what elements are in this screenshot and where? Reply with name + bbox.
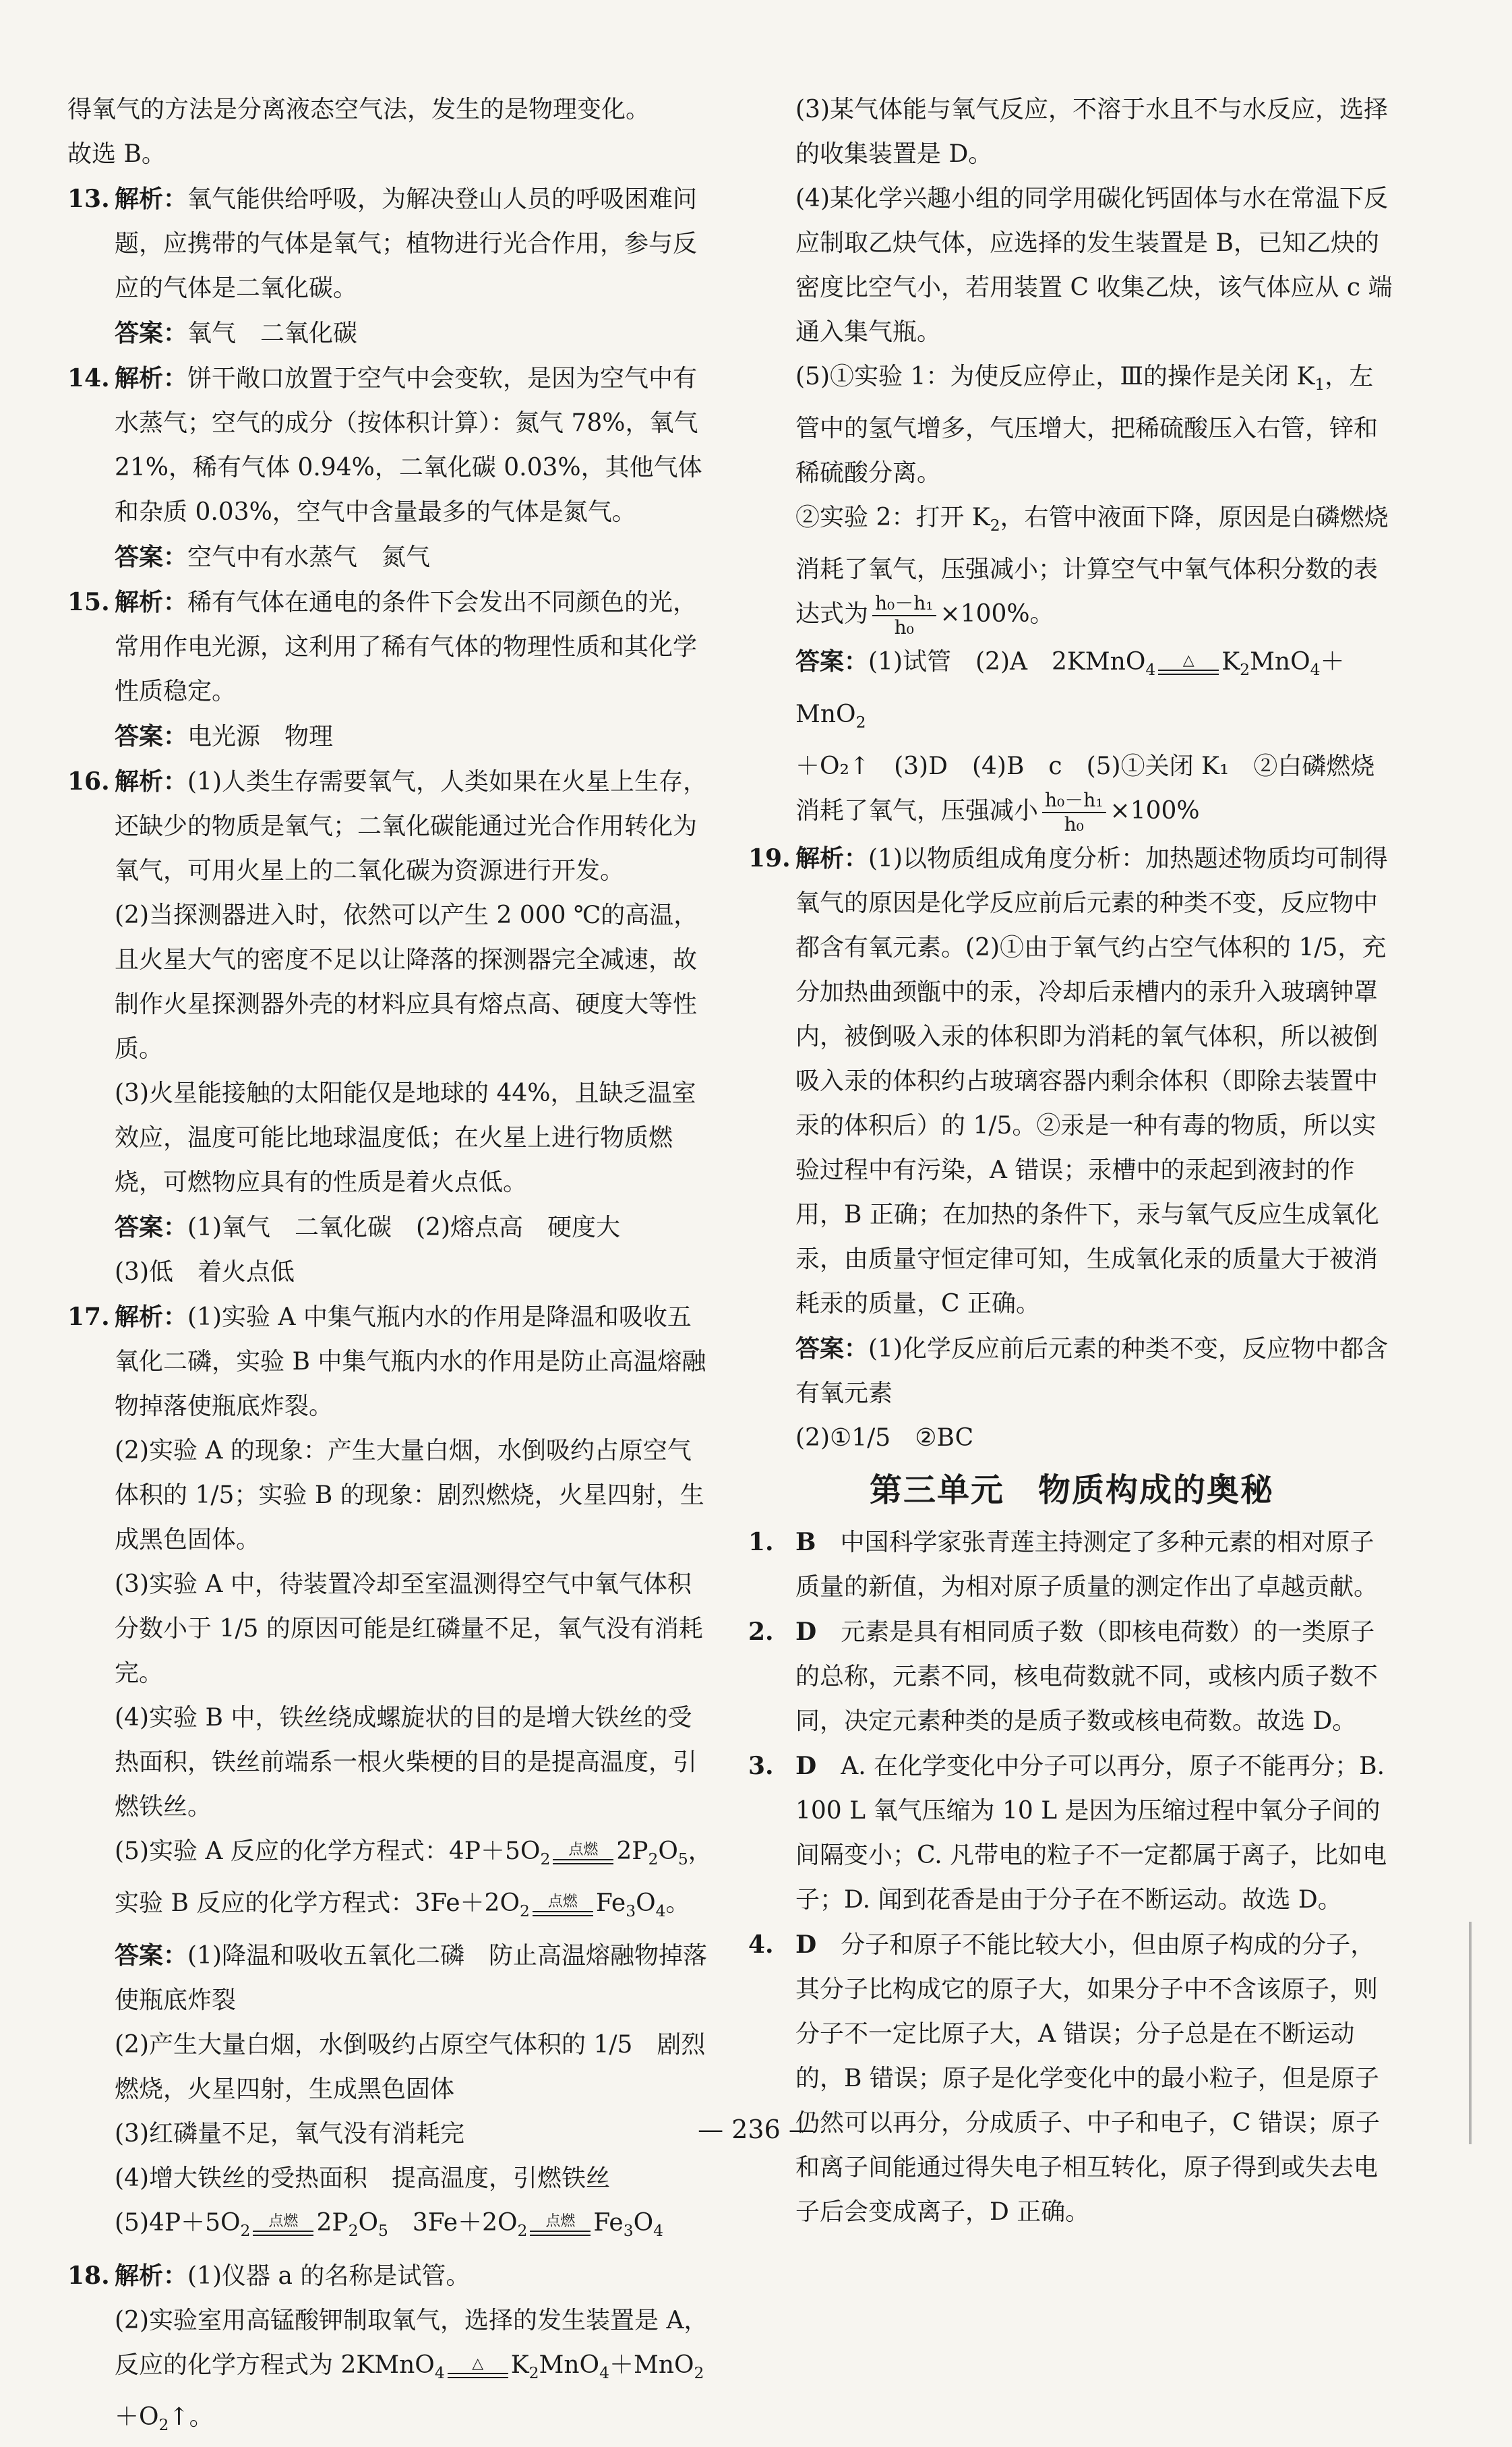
analysis-label: 解析： [115,1303,188,1331]
answer-text: (4)增大铁丝的受热面积 提高温度，引燃铁丝 [115,2164,610,2193]
answer-key: D [795,1930,817,1959]
question-13 [67,177,715,356]
answer-label: 答案： [115,722,188,750]
analysis-text: (5)①实验 1：为使反应停止，Ⅲ的操作是关闭 $K_1$，左管中的氢气增多，气压增大，把稀硫酸压入右管，锌和稀硫酸分离。 [795,363,1379,488]
answer-text: (3)红磷量不足，氧气没有消耗完 [115,2120,464,2148]
answer [115,535,715,580]
explanation-text: 中国科学家张青莲主持测定了多种元素的相对原子质量的新值，为相对原子质量的测定作出了卓越贡献。 [795,1528,1379,1601]
analysis-text: 稀有气体在通电的条件下会发出不同颜色的光，常用作电光源，这利用了稀有气体的物理性质和其化学性质稳定。 [115,589,698,705]
page-edge-shadow [1469,1922,1472,2144]
reaction-arrow: △ [448,2355,508,2378]
question-number: 1. [748,1527,774,1556]
analysis [795,836,1395,1326]
answer-label: 答案： [795,647,869,676]
answer-label: 答案： [115,543,188,571]
question-15 [67,580,715,759]
analysis [115,2253,715,2299]
question-number: 15. [67,588,110,616]
question-19 [748,836,1395,1461]
left-column [67,88,715,2447]
answer-key: B [795,1527,816,1556]
page-number: — 236 — [698,2115,814,2144]
reaction-arrow: 点燃 [530,2213,591,2236]
explanation-text: 分子和原子不能比较大小，但由原子构成的分子，其分子比构成它的原子大，如果分子中不含该原子，则分子不一定比原子大，A 错误；分子总是在不断运动的，B 错误；原子是化学变化中的最小粒子，但是原子仍然可以再分，分成质子、中子和电子，C 错误；原子和离子间能通过得失电子相互转化，原子得到或失去电子后会变成离子，D 正确。 [795,1930,1380,2226]
reaction-arrow: 点燃 [253,2213,313,2236]
answer [795,1326,1395,1416]
answer-text: (1)化学反应前后元素的种类不变，反应物中都含有氧元素 [795,1334,1389,1407]
question-14 [67,356,715,580]
unit-question-4 [748,1922,1395,2235]
answer [115,1205,715,1250]
answer-text: (2)产生大量白烟，水倒吸约占原空气体积的 1/5 剧烈燃烧，火星四射，生成黑色固体 [115,2031,706,2104]
analysis-text: (2)当探测器进入时，依然可以产生 2 000 ℃的高温，且火星大气的密度不足以让降落的探测器完全减速，故制作火星探测器外壳的材料应具有熔点高、硬度大等性质。 [115,902,698,1063]
question-number: 4. [748,1930,774,1959]
fraction: $\frac{\text{h₀－h₁}}{\text{h₀}}$ [1042,789,1106,836]
analysis [115,356,715,535]
analysis-label: 解析： [115,185,188,213]
question-number: 2. [748,1617,774,1646]
question-number: 14. [67,364,110,392]
equation-text: (5)实验 A 反应的化学方程式：$4P+5O_2$ 点燃 $2P_2O_5$，实验 B 反应的化学方程式：$3Fe+2O_2$ 点燃 $Fe_3O_4$。 [115,1837,713,1921]
question-number: 19. [748,844,791,873]
fraction: $\frac{\text{h₀－h₁}}{\text{h₀}}$ [872,592,936,639]
unit-question-2 [748,1610,1395,1744]
analysis-text: (1)实验 A 中集气瓶内水的作用是降温和吸收五氧化二磷，实验 B 中集气瓶内水的作用是防止高温熔融物掉落使瓶底炸裂。 [115,1303,706,1420]
answer-equation: $(5)4P+5O_2$ 点燃 $2P_2O_5$ $3Fe+2O_2$ 点燃 $Fe_3O_4$ [115,2209,664,2241]
question-18 [67,2253,715,2447]
paragraph: 故选 B。 [67,140,166,168]
analysis-label: 解析： [115,364,188,392]
answer-text: (2)①1/5 ②BC [795,1423,974,1452]
analysis-text: (3)实验 A 中，待装置冷却至室温测得空气中氧气体积分数小于 1/5 的原因可能是红磷量不足，氧气没有消耗完。 [115,1570,703,1687]
answer [115,1933,715,2023]
analysis-label: 解析： [115,2261,188,2290]
question-17 [67,1295,715,2253]
analysis-text: (1)仪器 a 的名称是试管。 [187,2262,471,2290]
analysis [115,580,715,714]
unit-question-3 [748,1744,1395,1922]
analysis [115,759,715,893]
explanation-text: 元素是具有相同质子数（即核电荷数）的一类原子的总称，元素不同，核电荷数就不同，或核内质子数不同，决定元素种类的是质子数或核电荷数。故选 D。 [795,1618,1379,1735]
question-18-continued [748,88,1395,836]
analysis-label: 解析： [115,588,188,616]
answer-label: 答案： [115,1213,188,1241]
question-number: 18. [67,2261,110,2290]
answer: 答案：(1)试管 (2)A 2KMnO$_4$ △ $K_2MnO_4+MnO_2$ [795,647,1345,732]
answer-text: ＋O₂↑ (3)D (4)B c (5)①关闭 K₁ ②白磷燃烧 [795,752,1375,780]
analysis-text: ②实验 2：打开 $K_2$，右管中液面下降，原因是白磷燃烧消耗了氧气，压强减小；计算空气中氧气体积分数的表达式为 $\frac{\text{h₀－h₁}}{\text{h₀}}$ ×100%。 [795,504,1389,639]
answer-text: 消耗了氧气，压强减小 $\frac{\text{h₀－h₁}}{\text{h₀}}$ ×100% [795,788,1200,835]
analysis-text: 饼干敞口放置于空气中会变软，是因为空气中有水蒸气；空气的成分（按体积计算）：氮气 78%，氧气 21%，稀有气体 0.94%，二氧化碳 0.03%，其他气体和杂质 0.03%，空气中含量最多的气体是氮气。 [115,365,702,526]
answer-label: 答案： [795,1334,869,1363]
analysis [115,177,715,311]
answer-text: 空气中有水蒸气 氮气 [187,543,431,571]
answer-label: 答案： [115,1941,188,1970]
analysis-text: (3)火星能接触的太阳能仅是地球的 44%，且缺乏温室效应，温度可能比地球温度低；在火星上进行物质燃烧，可燃物应具有的性质是着火点低。 [115,1080,696,1196]
paragraph: 得氧气的方法是分离液态空气法，发生的是物理变化。 [67,96,651,123]
analysis-text: (3)某气体能与氧气反应，不溶于水且不与水反应，选择的收集装置是 D。 [795,96,1388,168]
analysis-label: 解析： [115,767,188,796]
analysis-text: (4)某化学兴趣小组的同学用碳化钙固体与水在常温下反应制取乙炔气体，应选择的发生装置是 B，已知乙炔的密度比空气小，若用装置 C 收集乙炔，该气体应从 c 端通入集气瓶。 [795,185,1393,346]
question-number: 3. [748,1751,774,1780]
answer-text: 电光源 物理 [187,723,334,750]
analysis [115,1295,715,1429]
answer [115,714,715,759]
question-number: 16. [67,767,110,796]
analysis-text: (1)以物质组成角度分析：加热题述物质均可制得氧气的原因是化学反应前后元素的种类不变，反应物中都含有氧元素。(2)①由于氧气约占空气体积的 1/5，充分加热曲颈甑中的汞，冷却后汞槽内的汞升入玻璃钟罩内，被倒吸入汞的体积即为消耗的氧气体积，所以被倒吸入汞的体积约占玻璃容器内剩余体积（即除去装置中汞的体积后）的 1/5。②汞是一种有毒的物质，所以实验过程中有污染，A 错误；汞槽中的汞起到液封的作用，B 正确；在加热的条件下，汞与氧气反应生成氧化汞，由质量守恒定律可知，生成氧化汞的质量大于被消耗汞的质量，C 正确。 [795,844,1389,1318]
reaction-arrow: △ [1158,652,1219,675]
question-number: 13. [67,185,110,213]
analysis-label: 解析： [795,844,869,873]
answer-text: (3)低 着火点低 [115,1258,295,1286]
analysis-text: (4)实验 B 中，铁丝绕成螺旋状的目的是增大铁丝的受热面积，铁丝前端系一根火柴梗的目的是提高温度，引燃铁丝。 [115,1704,698,1821]
question-16 [67,759,715,1295]
answer-text: (1)氧气 二氧化碳 (2)熔点高 硬度大 [187,1214,621,1241]
analysis-text: (2)实验 A 的现象：产生大量白烟，水倒吸约占原空气体积的 1/5；实验 B 的现象：剧烈燃烧，火星四射，生成黑色固体。 [115,1437,704,1554]
analysis-text: 氧气能供给呼吸，为解决登山人员的呼吸困难问题，应携带的气体是氧气；植物进行光合作用，参与反应的气体是二氧化碳。 [115,185,698,302]
answer-key: D [795,1751,817,1780]
answer-text: 氧气 二氧化碳 [187,320,358,347]
explanation-text: A. 在化学变化中分子可以再分，原子不能再分；B. 100 L 氧气压缩为 10 L 是因为压缩过程中氧分子间的间隔变小；C. 凡带电的粒子不一定都属于离子，比如电子；D. 闻到花香是由于分子在不断运动。故选 D。 [795,1752,1387,1914]
equation-text: (2)实验室用高锰酸钾制取氧气，选择的发生装置是 A，反应的化学方程式为 2KMnO$_4$ △ $K_2MnO_4+MnO_2+O_2↑$。 [115,2306,708,2434]
question-number: 17. [67,1303,110,1331]
right-column [748,88,1395,2235]
answer-label: 答案： [115,319,188,347]
reaction-arrow: 点燃 [553,1841,613,1864]
answer [115,311,715,356]
analysis-text: (1)人类生存需要氧气，人类如果在火星上生存，还缺少的物质是氧气；二氧化碳能通过光合作用转化为氧气，可用火星上的二氧化碳为资源进行开发。 [115,768,708,885]
reaction-arrow: 点燃 [533,1893,593,1916]
answer-key: D [795,1617,817,1646]
answer-text: (1)降温和吸收五氧化二磷 防止高温熔融物掉落使瓶底炸裂 [115,1942,708,2015]
carryover-text [67,88,715,177]
unit-heading: 第三单元 物质构成的奥秘 [869,1471,1274,1509]
unit-question-1 [748,1520,1395,1610]
